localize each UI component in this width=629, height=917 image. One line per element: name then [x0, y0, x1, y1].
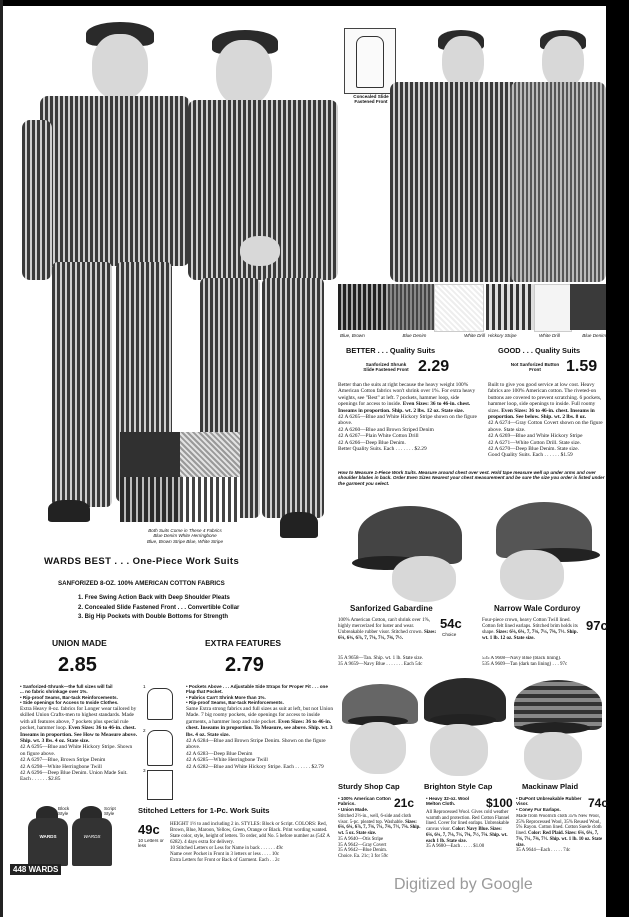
- letters-line: 10 Stitched Letters or Less for Name in back . . . . . . 49c: [170, 846, 284, 851]
- good-heading: GOOD . . . Quality Suits: [498, 346, 581, 355]
- shop-body: [338, 814, 422, 860]
- better-body: [338, 382, 480, 452]
- gabardine-body: [338, 618, 438, 642]
- concealed-caption: Concealed Slide Fastened Front: [353, 94, 389, 105]
- extra-sizes: Even Sizes: 36 to 46-in. chest. Inseams in proportion. To Measure, see above. Ship. wt. 3 lbs. 4 oz. State size.: [186, 718, 333, 738]
- mackinaw-heading: Mackinaw Plaid: [522, 782, 579, 791]
- extra-bullet: • Fabrics Can't Shrink More than 1%.: [186, 694, 266, 700]
- good-swatch-labels: [488, 333, 606, 338]
- brighton-body: [426, 810, 510, 850]
- swatch-caption-line: Blue, Brown Stripe Blue, White Stripe: [146, 538, 224, 544]
- gabardine-items: [338, 656, 478, 668]
- diagram-number-3: 3: [143, 768, 146, 773]
- gabardine-heading: Sanforized Gabardine: [350, 604, 433, 613]
- mackinaw-sizes: Color: Red Plaid. Sizes: 6⅝, 6¾, 7, 7⅛, 7¼, 7⅜, 7½. Ship. wt. 1 lb. 10 oz. State size.: [516, 831, 603, 848]
- union-item: 42 A 6296—Deep Blue Denim. Union Made Suit. Each . . . . . . $2.85: [20, 770, 128, 783]
- swatch-label: Blue Denim: [402, 333, 427, 338]
- swatch-label: Hickory Stripe: [488, 333, 517, 338]
- good-description: Built to give you good service at low cost. Heavy fabrics are 100% American cotton. The riveted-on buttons are covered to prevent scratching. 6 pockets, hammer loop, side openings to inside. Full roomy sizes.: [488, 382, 602, 414]
- shop-item: 35 A 9640—Otis Stripe: [338, 836, 384, 842]
- extra-bullet: • Rip-proof Seams, Bar-tack Reinforcements.: [186, 700, 284, 706]
- gabardine-price-note: Choice: [442, 632, 457, 637]
- gabardine-sizes: Sizes: 6⅝, 6¾, 6⅞, 7, 7⅛, 7¼, 7⅜, 7½.: [338, 630, 437, 641]
- swatch-label: Blue Denim: [582, 333, 606, 338]
- extra-price: 2.79: [225, 654, 264, 676]
- better-item: Better Quality Suits. Each . . . . . . . $2.29: [338, 446, 427, 453]
- shop-bullets: [338, 796, 392, 812]
- union-bullets: [20, 684, 138, 706]
- diagram-number-1: 1: [143, 684, 146, 689]
- union-bullet: • Side openings for Access to Inside Clothes.: [20, 700, 119, 706]
- brighton-sizes: Color: Navy Blue. Sizes: 6⅝, 6¾, 7, 7⅛, 7¼, 7⅜, 7½, 7⅝. Ship. wt. each 1 lb. State size.: [426, 827, 508, 844]
- union-price: 2.85: [58, 654, 97, 676]
- extra-body: [186, 706, 334, 770]
- shop-item: 35 A 9642—Blue Denim.: [338, 848, 388, 854]
- letters-line: Extra Letters for Front or Back of Garment. Each . . 2c: [170, 858, 280, 863]
- brighton-description: All Reprocessed Wool. Gives cold weather warmth and protection. Red Cotton Flannel lined. Cover for lined earlaps. Unbreakable canvas visor.: [426, 810, 510, 833]
- union-body: [20, 706, 138, 783]
- mackinaw-bullets: [516, 796, 586, 812]
- script-style-label: Script Style: [104, 806, 116, 817]
- extra-heading: EXTRA FEATURES: [205, 638, 282, 648]
- mackinaw-bullet: • Coney Fur Earlaps.: [516, 806, 561, 812]
- corduroy-sizes: Sizes: 6⅝, 6¾, 7, 7⅛, 7¼, 7⅜, 7½. Ship. wt. 1 lb. 12 oz. State size.: [482, 630, 578, 641]
- scan-border-left: [0, 0, 3, 917]
- brighton-bullets: [426, 796, 484, 807]
- union-description: Extra Heavy 8-oz. fabrics for Longer wear tailored by skilled Union Crafts-men to highest standards. Made with all features above, 7 pockets plus special rule pocket, hammer loop.: [20, 706, 137, 732]
- shop-bullet: • Union Made.: [338, 806, 369, 812]
- swatch-label: Blue, Brown: [340, 333, 365, 338]
- back-lettering: WARDS: [39, 834, 57, 839]
- extra-item: 42 A 6283—Deep Blue Denim: [186, 750, 253, 757]
- good-sizes: Even Sizes: 36 to 46-in. chest. Inseams in proportion. See below. Ship. wt. 2 lbs. 8 oz.: [488, 407, 595, 421]
- better-price-label: Sanforized Shrunk Slide Fastened Front: [363, 362, 409, 373]
- letters-description: HEIGHT 1½ to and including 2 in. STYLES: Block or Script. COLORS: Red, Brown, Blue, Maroon, Yellow, Green, Orange or Black. Print wording wanted. State color, style, height of letters. To order, add No. 5 before number as (54Z A 6282). 4 days extra for delivery.: [170, 822, 330, 845]
- union-bullet: ... no fabric shrinkage over 1%.: [20, 689, 88, 695]
- shop-item: 35 A 9642—Gray Covert: [338, 842, 387, 848]
- corduroy-items: [482, 656, 606, 668]
- corduroy-description: Four-piece crown, heavy Cotton Twill lined. Cotton felt lined earlaps. Stitched brim holds its shape.: [482, 618, 578, 635]
- better-item: 42 A 6267—Plain White Cotton Drill: [338, 433, 419, 440]
- feature-item: 1. Free Swing Action Back with Deep Shoulder Pleats: [78, 595, 230, 601]
- union-heading: UNION MADE: [52, 638, 107, 648]
- union-bullet: • Sanforized-Shrunk—the full sizes will fail: [20, 684, 113, 689]
- gabardine-item: 35 A 9658—Tan. Ship. wt. 1 lb. State size.: [338, 656, 424, 661]
- extra-item: 42 A 6285—White Herringbone Twill: [186, 757, 268, 764]
- brighton-item: 35 A 9680—Each . . . . . $1.00: [426, 844, 485, 850]
- features-list: [78, 594, 318, 623]
- gabardine-item: 35 A 9659—Navy Blue . . . . . . . Each 54c: [338, 662, 423, 667]
- shop-item: Choice. Ea. 21c; 3 for 59c: [338, 853, 389, 859]
- feature-item: 2. Concealed Slide Fastened Front . . . Convertible Collar: [78, 604, 240, 611]
- better-sizes: Even Sizes: 36 to 46-in. chest. Inseams in proportion. Ship. wt. 2 lbs. 12 oz. State size.: [338, 401, 471, 414]
- page-number: 448 WARDS: [10, 864, 61, 875]
- main-title: WARDS BEST . . . One-Piece Work Suits: [44, 556, 240, 567]
- mackinaw-bullet: • DuPont Unbreakable Rubber Visor.: [516, 796, 582, 807]
- brighton-bullet: • Heavy 32-oz. Wool Melton Cloth.: [426, 796, 470, 807]
- block-style-label: Block Style: [58, 806, 70, 817]
- fabrics-subtitle: SANFORIZED 8-OZ. 100% AMERICAN COTTON FABRICS: [58, 580, 225, 587]
- swatch-label: White Drill: [464, 333, 485, 338]
- extra-bullet: • Pockets Above . . . Adjustable Side Straps for Proper Fit . . . one Flap that Pocket.: [186, 684, 328, 695]
- feature-item: 3. Big Hip Pockets with Double Bottoms for Strength: [78, 614, 229, 620]
- good-item: Good Quality Suits. Each . . . . . . $1.59: [488, 452, 573, 459]
- corduroy-item: 535 A 9609—Tan (dark tan lining) . . . 97c: [482, 662, 568, 667]
- good-price-label: Not Sanforized Button Front: [510, 362, 560, 373]
- corduroy-body: [482, 618, 584, 642]
- letters-price-note: 10 Letters or less: [138, 838, 164, 849]
- shop-heading: Sturdy Shop Cap: [338, 782, 400, 791]
- mackinaw-description: Made from Woolrich cloth 35% New Wool, 25% Reprocessed Wool, 35% Reused Wool, 5% Rayon. Cotton lined. Cotton Suede cloth lined.: [516, 814, 602, 837]
- back-lettering-script: WARDS: [83, 834, 101, 839]
- swatch-caption: [120, 528, 250, 544]
- letters-body: [170, 822, 334, 864]
- better-description: Better than the suits at right because the heavy weight 100% American Cotton fabrics won't shrink over 1%. For extra heavy weights, see "Best" at left. 7 pockets, hammer loop, side openings for access to inside.: [338, 382, 476, 408]
- diagram-number-2: 2: [143, 728, 146, 733]
- letters-line: Name over Pocket in Front in 3 letters or less . . . . 10c: [170, 852, 280, 857]
- swatch-caption-line: Both Suits Come in These 4 Fabrics: [148, 528, 222, 533]
- better-price: 2.29: [418, 358, 450, 375]
- brighton-price: $100: [486, 796, 513, 810]
- shop-price: 21c: [394, 796, 415, 810]
- mackinaw-item: 35 A 9644—Each . . . . . 74c: [516, 848, 571, 854]
- good-price: 1.59: [566, 358, 598, 375]
- union-item: 42 A 6295—Blue and White Hickory Stripe. Shown on figure above.: [20, 744, 133, 757]
- swatch-label: White Drill: [538, 333, 560, 338]
- union-item: 42 A 6297—Blue, Brown Stripe Denim: [20, 757, 106, 764]
- letters-heading: Stitched Letters for 1-Pc. Work Suits: [138, 806, 270, 815]
- union-item: 42 A 6298—White Herringbone Twill: [20, 763, 102, 770]
- better-item: 42 A 6260—Blue and Brown Striped Denim: [338, 426, 434, 433]
- shop-description: Stitched 2½-in., well, 6-side and cloth visor. 5-pc. pleated top. Washable.: [338, 814, 412, 825]
- gabardine-price: 54c: [440, 616, 462, 631]
- google-watermark: Digitized by Google: [394, 876, 533, 893]
- corduroy-heading: Narrow Wale Corduroy: [494, 604, 581, 613]
- union-sizes: Even Sizes: 36 to 46-in. chest. Inseams in proportion. See How to Measure above. Ship. wt. 3 lbs. 4 oz. State size.: [20, 725, 138, 745]
- good-item: 42 A 6271—White Cotton Drill. State size.: [488, 439, 581, 446]
- extra-item: 42 A 6282—Blue and White Hickory Stripe. Each . . . . . . $2.79: [186, 763, 324, 770]
- better-item: 42 A 6265—Blue and White Hickory Stripe shown on the figure above.: [338, 414, 477, 427]
- good-item: 42 A 6274—Gray Cotton Covert shown on the figure above. State size.: [488, 420, 603, 433]
- brighton-heading: Brighton Style Cap: [424, 782, 493, 791]
- better-item: 42 A 6266—Deep Blue Denim.: [338, 439, 406, 446]
- measure-note: How to Measure 1-Piece Work Suits. Measure around chest over vest. Hold tape measure well up under arms and over shoulder blades in back. Order Even Sizes Nearest your chest measurement and be sure the size you order is listed under the garment you select.: [338, 470, 605, 486]
- mackinaw-price: 74c: [588, 796, 609, 810]
- extra-bullets: [186, 684, 334, 706]
- union-bullet: • Rip-proof Seams, Bar-tack Reinforcements.: [20, 694, 118, 700]
- good-body: [488, 382, 606, 472]
- good-item: 42 A 6270—Deep Blue Denim. State size.: [488, 446, 580, 453]
- shop-bullet: • 100% American Cotton Fabrics.: [338, 796, 391, 807]
- better-heading: BETTER . . . Quality Suits: [346, 346, 436, 355]
- scan-border-right: [606, 0, 629, 917]
- good-item: 42 A 6269—Blue and White Hickory Stripe: [488, 433, 583, 440]
- better-swatch-labels: [340, 333, 485, 338]
- letters-price: 49c: [138, 822, 160, 837]
- corduroy-item: 535 A 9608—Navy Blue (black lining).: [482, 656, 562, 661]
- swatch-caption-line: Blue Denim White Herringbone: [153, 533, 217, 539]
- scan-border-top: [0, 0, 629, 6]
- gabardine-description: 100% American Cotton, can't shrink over 1%, highly mercerized for luster and wear. Unbreakable rubber visor. Stitched crown.: [338, 618, 430, 635]
- shop-sizes: Sizes: 6⅝, 6¾, 6⅞, 7, 7⅛, 7¼, 7⅜, 7½, 7⅝. Ship. wt. 5 oz. State size.: [338, 819, 421, 837]
- extra-description: Same Extra strong fabrics and full sizes as suit at left, but not Union Made. 7 big roomy pockets, side openings for access to inside garments, a hammer loop and rule pocket.: [186, 706, 334, 725]
- corduroy-price: 97c: [586, 618, 608, 633]
- extra-item: 42 A 6284—Blue and Brown Stripe Denim. Shown on the figure above.: [186, 738, 326, 751]
